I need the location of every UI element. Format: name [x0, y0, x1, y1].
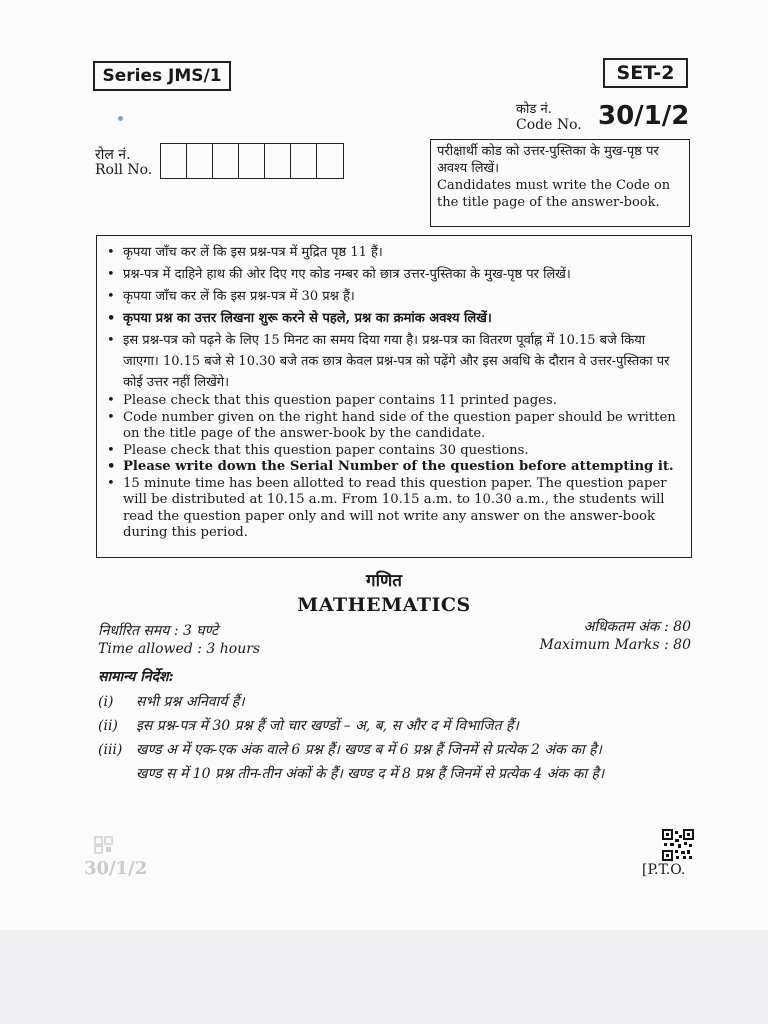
max-marks-english: Maximum Marks : 80: [539, 637, 691, 653]
general-instruction-item: [98, 716, 519, 735]
instruction-hindi-item: • कृपया प्रश्न का उत्तर लिखना शुरू करने से पहले, प्रश्न का क्रमांक अवश्य लिखें।: [107, 308, 685, 330]
code-number: 30/1/2: [598, 101, 690, 131]
code-notice-hindi: परीक्षार्थी कोड को उत्तर-पुस्तिका के मुख-पृष्ठ पर अवश्य लिखें।: [437, 144, 659, 176]
item-text: इस प्रश्न-पत्र में 30 प्रश्न हैं जो चार खण्डों – अ, ब, स और द में विभाजित हैं।: [136, 718, 519, 734]
subject-title-english: MATHEMATICS: [297, 594, 471, 616]
subject-title-hindi: गणित: [366, 571, 402, 591]
code-notice-box: [430, 139, 690, 227]
roll-digit-box[interactable]: [291, 144, 317, 178]
general-instruction-item: [98, 764, 604, 783]
general-instruction-item: [98, 692, 245, 711]
item-number: (ii): [98, 718, 118, 734]
item-text: खण्ड स में 10 प्रश्न तीन-तीन अंकों के हैं। खण्ड द में 8 प्रश्न हैं जिनमें से प्रत्येक 4 अंक का है।: [136, 766, 605, 782]
code-label-english: Code No.: [516, 117, 582, 133]
general-instruction-item: [98, 740, 602, 759]
roll-number-boxes[interactable]: [160, 143, 344, 179]
code-label-hindi: कोड नं.: [516, 102, 552, 117]
roll-digit-box[interactable]: [161, 144, 187, 178]
please-turn-over: [P.T.O.: [642, 862, 686, 878]
roll-digit-box[interactable]: [265, 144, 291, 178]
qr-code-icon: [662, 829, 694, 861]
general-instructions-title: सामान्य निर्देश:: [98, 669, 174, 685]
item-number: (iii): [98, 742, 123, 758]
footer-code: 30/1/2: [84, 858, 148, 879]
instruction-hindi-item: • प्रश्न-पत्र में दाहिने हाथ की ओर दिए गए कोड नम्बर को छात्र उत्तर-पुस्तिका के मुख-पृष्ठ पर लिखें।: [107, 264, 685, 286]
instructions-box: [96, 235, 692, 558]
set-label: SET-2: [603, 58, 688, 88]
item-text: सभी प्रश्न अनिवार्य हैं।: [136, 694, 245, 710]
ink-dot: [118, 116, 123, 121]
instruction-english-item: • Please write down the Serial Number of the question before attempting it.: [107, 459, 685, 476]
roll-digit-box[interactable]: [239, 144, 265, 178]
series-label: Series JMS/1: [93, 61, 231, 91]
roll-label-hindi: रोल नं.: [95, 147, 131, 163]
instruction-hindi-item: • इस प्रश्न-पत्र को पढ़ने के लिए 15 मिनट का समय दिया गया है। प्रश्न-पत्र का वितरण पूर्वाह्न में 10.15 बजे किया जाएगा। 10.15 बजे से 10.30 बजे तक छात्र केवल प्रश्न-पत्र को पढ़ेंगे और इस अवधि के दौरान वे उत्तर-पुस्तिका पर कोई उत्तर नहीं लिखेंगे।: [107, 330, 685, 393]
max-marks-hindi: अधिकतम अंक : 80: [583, 619, 691, 635]
instruction-english-item: • Please check that this question paper contains 30 questions.: [107, 443, 685, 460]
roll-label-english: Roll No.: [95, 162, 153, 178]
instruction-english-item: • 15 minute time has been allotted to read this question paper. The question paper will be distributed at 10.15 a.m. From 10.15 a.m. to 10.30 a.m., the students will read the question paper only and will not write any answer on the answer-book during this period.: [107, 476, 685, 542]
time-allowed-english: Time allowed : 3 hours: [98, 641, 261, 657]
instruction-english-item: • Code number given on the right hand side of the question paper should be written on the title page of the answer-book by the candidate.: [107, 410, 685, 443]
item-text: खण्ड अ में एक-एक अंक वाले 6 प्रश्न हैं। खण्ड ब में 6 प्रश्न हैं जिनमें से प्रत्येक 2 अंक का है।: [136, 742, 602, 758]
instruction-hindi-item: • कृपया जाँच कर लें कि इस प्रश्न-पत्र में मुद्रित पृष्ठ 11 हैं।: [107, 242, 685, 264]
roll-digit-box[interactable]: [317, 144, 343, 178]
instruction-hindi-item: • कृपया जाँच कर लें कि इस प्रश्न-पत्र में 30 प्रश्न हैं।: [107, 286, 685, 308]
scan-margin: [0, 930, 768, 1024]
roll-digit-box[interactable]: [187, 144, 213, 178]
time-allowed-hindi: निर्धारित समय : 3 घण्टे: [98, 623, 219, 639]
instruction-english-item: • Please check that this question paper contains 11 printed pages.: [107, 393, 685, 410]
footer-barcode-mark: [94, 836, 114, 854]
item-number: (i): [98, 694, 114, 710]
code-notice-english: Candidates must write the Code on the title page of the answer-book.: [437, 178, 671, 210]
instructions-english-list: [107, 393, 685, 542]
roll-digit-box[interactable]: [213, 144, 239, 178]
instructions-hindi-list: [107, 242, 685, 393]
